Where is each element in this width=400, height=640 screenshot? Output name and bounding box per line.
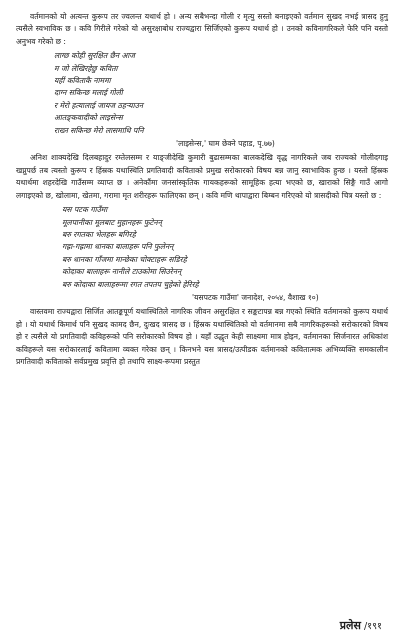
poem-1-line-1: लाग्छ कोही सुरक्षित छैन आज xyxy=(54,51,135,61)
poem-1-line-4: दाग्न सकिन्छ मलाई गोली xyxy=(54,88,123,98)
paragraph-2-text: अनिश शाक्यदेखि दिलबहादुर रम्तेलसम्म र याङ्जीदेखि कुमारी बुढासम्मका बालकदेखि वृद्ध नागरिकले जब राज्यको गोलीदगाइ खप्नुपर्छ तब त्यस्तो कुरूप र हिंस्रक यथास्थिति प्रगतिवादी कविताको प्रमुख सरोकारको विषय बन्न जानु स्वाभाविक हुन्छ । यस्तो हिंस्रक यथार्थमा शहरदेखि गाउँसम्म व्याप्त छ । अनेकौंमा जनसांस्कृतिक गायकहरूको सामूहिक हत्या भएको छ, खाराको सिङ्गै गाउँ आगो लगाइएको छ, खोलामा, खेतमा, गरामा मृत शरीरहरू फालिएका छन् । कवि मणि थापाद्वारा बिम्बन गरिएको यो त्रासदीको चित्र यस्तो छ : xyxy=(16,153,388,200)
poem-2-line-7: बरु कोदाका बालाहरूमा रगत तपतप चुहेको हेरिरहे xyxy=(62,279,199,289)
paragraph-1-text: वर्तमानको यो अत्यन्त कुरूप तर ज्वलन्त यथार्थ हो । अन्य सबैभन्दा गोली र मृत्यु सस्तो बनाइएको वर्तमान सुखद नभई त्रासद हुनु त्यसैले स्वभाविक छ । कवि गिरीले गरेको यो असुरक्षाबोध राज्यद्वारा सिर्जिएको कुरूप यथार्थ हो । उनको कविनागरिकले फेरि पनि यस्तो अनुभव गरेको छ : xyxy=(16,12,388,46)
paragraph-3 xyxy=(16,306,388,368)
page-footer xyxy=(340,620,382,633)
poem-2-line-5: बरु धानका गाँजमा मान्छेका चोक्टाहरू सडिरहे xyxy=(62,254,187,264)
poem-2-line-3: बरु रगतका भेलहरू बगिरहे xyxy=(62,229,136,239)
poem-2-line-1: यस पटक गाउँमा xyxy=(62,205,108,215)
publisher-mark: प्रलेस xyxy=(339,619,361,632)
page-number: /१९१ xyxy=(363,621,382,632)
poem-1-line-3: यहीं कविताकै नाममा xyxy=(54,76,111,86)
poem-quote-2 xyxy=(62,204,388,291)
poem-2-line-4: गह्रा-गह्रामा धानका बालाहरू पनि फुलेनन् xyxy=(62,242,174,252)
poem-1-line-6: आतङ्‌कवादीको लाइसेन्स xyxy=(54,113,123,123)
paragraph-2 xyxy=(16,152,388,202)
poem-1-line-5: र मेरो हत्यालाई जायज ठहऱ्याउन xyxy=(54,100,144,110)
poem-2-line-6: कोदाका बालाहरू नानीले टाउकोमा सिउरेनन् xyxy=(62,267,182,277)
poem-quote-1 xyxy=(54,50,388,137)
paragraph-3-text: वास्तवमा राज्यद्वारा सिर्जित आतङ्कपूर्ण यथास्थितिले नागरिक जीवन असुरक्षित र सङ्कटापन्न बन्न गएको स्थिति वर्तमानको कुरूप यथार्थ हो । यो यथार्थ किमार्थ पनि सुखद कामद छैन, दुःखद त्रासद छ । हिंस्रक यथास्थितिको यो वर्तमानमा सबै नागरिकहरूको सरोकारको विषय हो र त्यसैले यो प्रगतिवादी कविहरूको पनि सरोकारको विषय हो । यहाँ उद्धृत केही साक्ष्यमा मात्र होइन, वर्तमानका सिर्जनारत अधिकांश कविहरूले यस सरोकारलाई कवितामा व्यक्त गरेका छन् । किनभने यस त्रासद/उत्पीडक वर्तमानको कवितात्मक अभिव्यक्ति समकालीन प्रगतिवादी कविताको सर्वप्रमुख प्रवृत्ति हो तथापि साक्ष्य-रूपमा प्रस्तुत xyxy=(16,307,388,366)
poem-1-line-2: म जो लेखिरहेछु कविता xyxy=(54,63,118,73)
poem-2-citation: 'यसपटक गाउँमा' जनादेश, २०५४, वैशाख १०) xyxy=(192,292,319,302)
poem-2-line-2: मूलपानीका मूलबाट मुहानहरू फुटेनन् xyxy=(62,217,162,227)
paragraph-1 xyxy=(16,11,388,48)
poem-1-citation: 'लाइसेन्स,' घाम छेक्ने पहाड, पृ.७७) xyxy=(176,139,275,149)
poem-1-line-7: राख्न सकिन्छ मेरो लासमाथि पनि xyxy=(54,125,144,135)
